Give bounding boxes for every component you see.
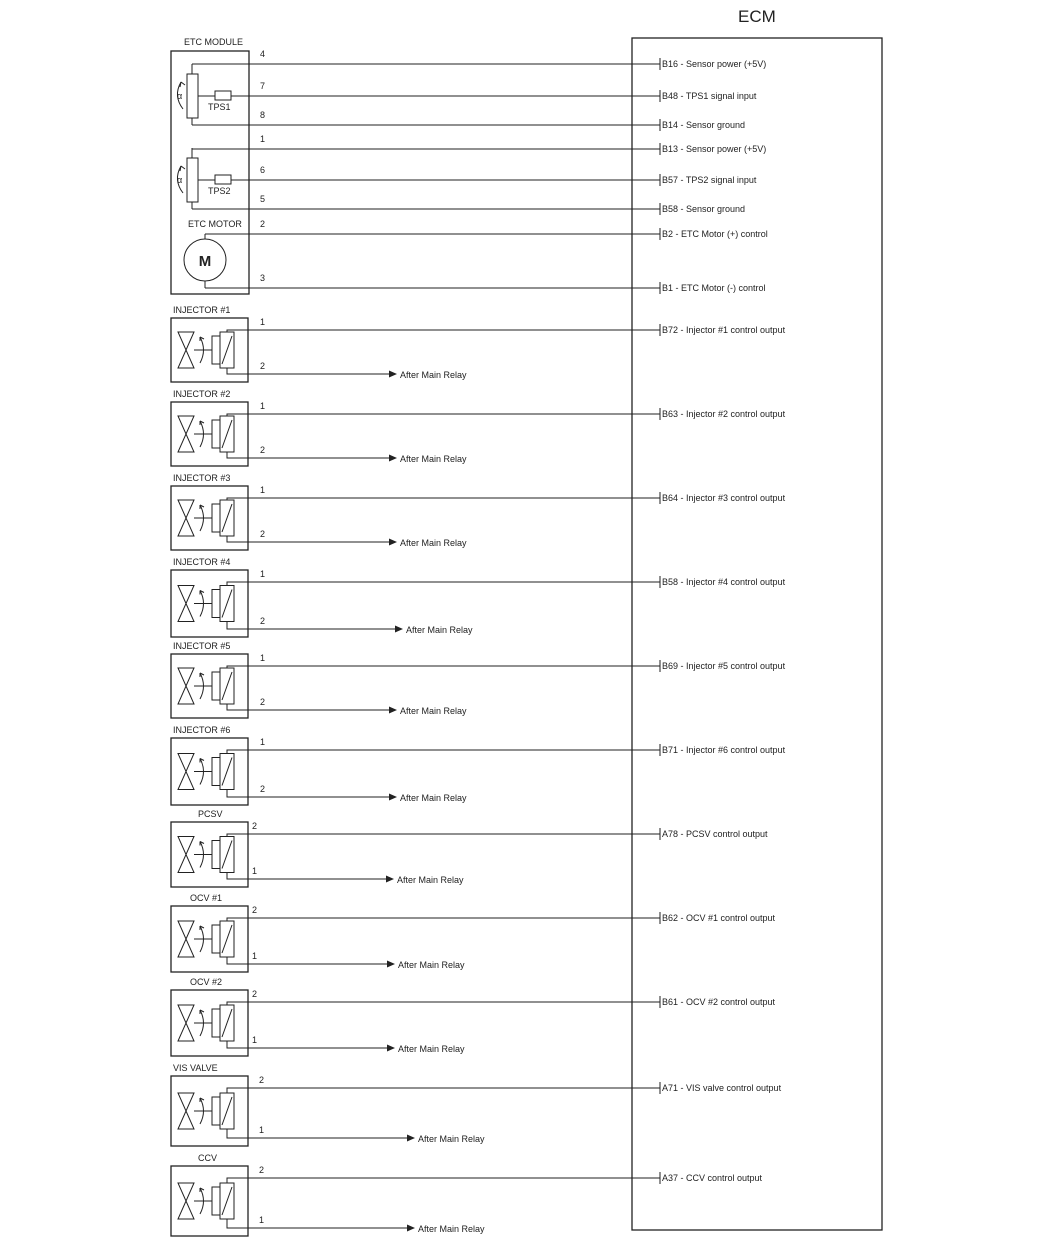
relay-arrow [389,707,397,714]
coil-outer [212,504,220,532]
relay-arrow [386,876,394,883]
signal-wire [227,582,660,586]
actuator [171,725,786,805]
valve-symbol [178,837,194,873]
ecm-pin-label: B2 - ETC Motor (+) control [662,229,768,239]
coil-diagonal [222,1187,232,1215]
coil-outer [212,1009,220,1037]
pin-number-bottom: 2 [260,697,266,707]
tps2-label: TPS2 [208,186,231,196]
signal-wire [227,918,660,921]
ecm-pin-label: A78 - PCSV control output [662,829,768,839]
signal-wire [227,666,660,668]
actuator [171,473,786,550]
coil-diagonal [222,1009,232,1037]
valve-symbol [178,1005,194,1041]
ecm-pin-label: B71 - Injector #6 control output [662,745,786,755]
relay-arrow [387,961,395,968]
tps1-label: TPS1 [208,102,231,112]
signal-wire [227,330,660,332]
coil-diagonal [222,504,232,532]
actuator [171,977,776,1056]
coil-outer [212,420,220,448]
etc-pin-number: 1 [260,134,266,144]
etc-pin-number: 5 [260,194,266,204]
etc-pin-number: 4 [260,49,266,59]
after-main-relay-label: After Main Relay [398,960,465,970]
after-main-relay-label: After Main Relay [400,454,467,464]
actuator-title: INJECTOR #2 [173,389,231,399]
coil-diagonal [222,672,232,700]
coil-diagonal [222,590,232,618]
etc-pin-number: 2 [260,219,266,229]
pin-number-bottom: 2 [260,361,266,371]
relay-wire [227,790,390,798]
ecm-pin-label: A37 - CCV control output [662,1173,763,1183]
pin-number-bottom: 2 [260,784,266,794]
ecm-pin-label: B1 - ETC Motor (-) control [662,283,766,293]
actuator-title: INJECTOR #4 [173,557,231,567]
pin-number-top: 1 [260,317,266,327]
relay-wire [227,452,390,458]
pin-number-top: 1 [260,485,266,495]
coil-outer [212,841,220,869]
pin-number-bottom: 1 [259,1125,265,1135]
signal-wire [227,1178,660,1183]
etc-pin-number: 6 [260,165,266,175]
valve-symbol [178,416,194,452]
actuator [171,389,786,466]
valve-symbol [178,500,194,536]
actuator [171,305,786,382]
signal-wire [227,750,660,754]
svg-text:α: α [177,175,183,185]
relay-wire [227,873,387,880]
valve-symbol [178,754,194,790]
coil-outer [212,590,220,618]
actuator-title: OCV #2 [190,977,223,987]
actuator [171,641,786,718]
coil-diagonal [222,336,232,364]
pin-number-top: 1 [260,737,266,747]
after-main-relay-label: After Main Relay [418,1224,485,1234]
actuator-title: INJECTOR #3 [173,473,231,483]
ecm-pin-label: B62 - OCV #1 control output [662,913,776,923]
relay-arrow [389,539,397,546]
ecm-pin-label: B61 - OCV #2 control output [662,997,776,1007]
pin-number-bottom: 1 [252,1035,258,1045]
actuator [171,809,768,887]
after-main-relay-label: After Main Relay [400,538,467,548]
valve-symbol [178,921,194,957]
signal-wire [227,834,660,837]
coil-outer [212,758,220,786]
signal-wire [227,414,660,416]
relay-arrow [389,371,397,378]
valve-symbol [178,332,194,368]
actuator-title: CCV [198,1153,218,1163]
relay-arrow [407,1225,415,1232]
etc-wires [192,49,768,294]
pin-number-top: 2 [252,989,258,999]
actuator [171,1063,782,1146]
etc-pin-number: 7 [260,81,266,91]
ecm-pin-label: B16 - Sensor power (+5V) [662,59,767,69]
tps1-sensor [177,64,231,125]
actuator-title: OCV #1 [190,893,223,903]
actuator-title: VIS VALVE [173,1063,218,1073]
relay-arrow [389,794,397,801]
pin-number-top: 1 [260,653,266,663]
after-main-relay-label: After Main Relay [406,625,473,635]
ecm-pin-label: B63 - Injector #2 control output [662,409,786,419]
coil-diagonal [222,420,232,448]
actuator-title: INJECTOR #6 [173,725,231,735]
etc-module-title: ETC MODULE [184,37,244,47]
actuator-title: PCSV [198,809,223,819]
ecm-pin-label: B13 - Sensor power (+5V) [662,144,767,154]
actuator-title: INJECTOR #5 [173,641,231,651]
relay-arrow [389,455,397,462]
valve-symbol [178,1093,194,1129]
pin-number-top: 2 [252,905,258,915]
ecm-pin-label: B72 - Injector #1 control output [662,325,786,335]
actuator [171,1153,763,1236]
signal-wire [227,1002,660,1005]
relay-wire [227,704,390,710]
actuator-list [171,305,786,1236]
pin-number-top: 2 [252,821,258,831]
pin-number-bottom: 1 [252,951,258,961]
after-main-relay-label: After Main Relay [400,706,467,716]
pin-number-bottom: 2 [260,529,266,539]
etc-motor-title: ETC MOTOR [188,219,242,229]
valve-symbol [178,668,194,704]
actuator [171,893,776,972]
coil-diagonal [222,841,232,869]
relay-wire [227,622,396,630]
pin-number-bottom: 1 [252,866,258,876]
ecm-title: ECM [738,7,776,26]
ecm-pin-label: B69 - Injector #5 control output [662,661,786,671]
ecm-pin-label: B58 - Sensor ground [662,204,746,214]
ecm-pin-label: A71 - VIS valve control output [662,1083,782,1093]
pin-number-bottom: 2 [260,445,266,455]
coil-outer [212,1097,220,1125]
ecm-pin-label: B58 - Injector #4 control output [662,577,786,587]
coil-outer [212,925,220,953]
signal-wire [227,498,660,500]
coil-diagonal [222,925,232,953]
after-main-relay-label: After Main Relay [398,1044,465,1054]
coil-outer [212,672,220,700]
actuator [171,557,786,637]
tps2-sensor [177,148,231,209]
coil-outer [212,336,220,364]
ecm-pin-label: B14 - Sensor ground [662,120,746,130]
relay-wire [227,1129,408,1138]
valve-symbol [178,586,194,622]
ecm-pin-label: B48 - TPS1 signal input [662,91,757,101]
relay-arrow [387,1045,395,1052]
pin-number-top: 2 [259,1165,265,1175]
pin-number-top: 1 [260,569,266,579]
pin-number-bottom: 1 [259,1215,265,1225]
relay-arrow [407,1135,415,1142]
relay-wire [227,1219,408,1228]
svg-text:α: α [177,91,183,101]
ecm-pin-label: B57 - TPS2 signal input [662,175,757,185]
ecm-pin-label: B64 - Injector #3 control output [662,493,786,503]
coil-diagonal [222,1097,232,1125]
relay-arrow [395,626,403,633]
pin-number-top: 1 [260,401,266,411]
after-main-relay-label: After Main Relay [400,793,467,803]
relay-wire [227,536,390,542]
after-main-relay-label: After Main Relay [418,1134,485,1144]
ecm-box [632,38,882,1230]
relay-wire [227,368,390,374]
after-main-relay-label: After Main Relay [397,875,464,885]
coil-diagonal [222,758,232,786]
pin-number-top: 2 [259,1075,265,1085]
coil-outer [212,1187,220,1215]
motor-m-label: M [198,253,212,270]
pin-number-bottom: 2 [260,616,266,626]
actuator-title: INJECTOR #1 [173,305,231,315]
signal-wire [227,1088,660,1093]
after-main-relay-label: After Main Relay [400,370,467,380]
valve-symbol [178,1183,194,1219]
etc-pin-number: 8 [260,110,266,120]
etc-pin-number: 3 [260,273,266,283]
